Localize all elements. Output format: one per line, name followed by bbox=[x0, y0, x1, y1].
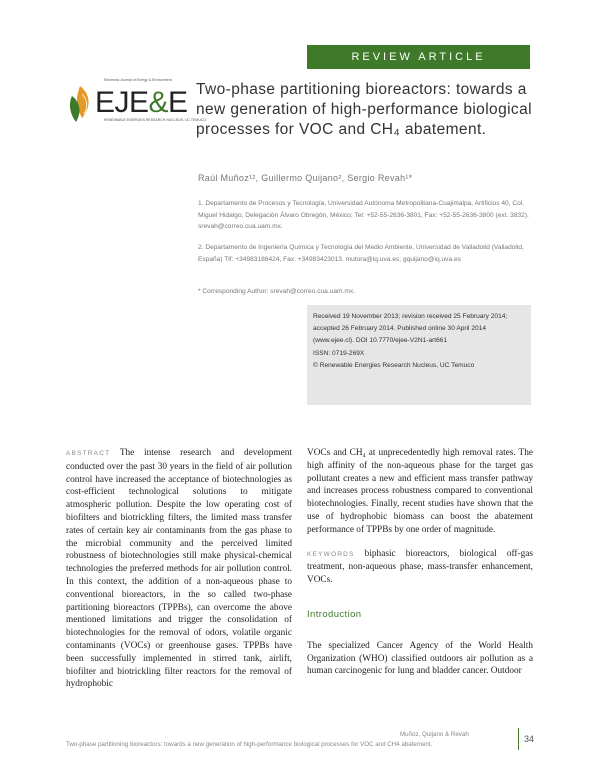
footer-authors: Muñoz, Quijano & Revah bbox=[400, 731, 469, 738]
introduction-text: The specialized Cancer Agency of the World Health Organization (WHO) classified outdoors air pollution as a human carcinogenic for lung and bladder cancer. Outdoor bbox=[307, 640, 533, 677]
introduction-heading: Introduction bbox=[307, 608, 362, 620]
abstract-paragraph bbox=[66, 447, 292, 691]
logo-text-end: E bbox=[168, 86, 188, 119]
abstract-continuation: VOCs and CH₄ at unprecedentedly high removal rates. The high affinity of the non-aqueous phase for the target gas pollutant creates a new and efficient mass transfer pathway and increases process robustness compared to conventional biotechnologies. Finally, recent studies have shown that the use of hydrophobic biomass can boost the abatement performance of TPPBs by one order of magnitude. bbox=[307, 448, 533, 535]
right-column bbox=[307, 447, 533, 689]
received-dates: Received 19 November 2013; revision received 25 February 2014; accepted 26 February 2014. Published online 30 April 2014 (www.ejee.cl). DOI 10.7770/ejee-V2N1-art661 bbox=[313, 313, 508, 345]
author-list: Raúl Muñoz¹², Guillermo Quijano², Sergio Revah¹* bbox=[198, 173, 413, 183]
abstract-text: The intense research and development conducted over the past 30 years in the field of air pollution control have increased the acceptance of biotechnologies as cost-efficient technological solutions to mitigate atmospheric pollution. Despite the low operating cost of biofilters and biotrickling filters, the limited mass transfer rates of certain key air contaminants from the gas phase to the microbial community and the perceived limited robustness of biotechnologies still make physical-chemical technologies the preferred methods for air pollution control. In this context, the addition of a non-aqueous phase to conventional bioreactors, in the so called two-phase partitioning bioreactors (TPPBs), can overcome the above mentioned limitations and trigger the consolidation of biotechnologies for the removal of odors, volatile organic contaminants (VOCs) or greenhouse gases. TPPBs have been successfully implemented in stirred tank, airlift, biofilter and biotrickling filter reactors for the removal of hydrophobic bbox=[66, 448, 292, 690]
logo-text-amp: & bbox=[148, 86, 169, 119]
affiliation-2: 2. Departamento de Ingeniería Química y Tecnología del Medio Ambiente, Universidad de Valladolid (Valladolid, España) Tlf: +34983186424, Fax: +34983423013. mutora@iq.uva.es; gquijano@iq.uva.es bbox=[198, 244, 524, 263]
logo-text-main: EJE bbox=[95, 86, 149, 119]
keywords-text: biphasic bioreactors, biological off-gas treatment, non-aqueous phase, mass-transfer enhancement, VOCs. bbox=[307, 548, 534, 586]
logo-tagline: Electronic Journal of Energy & Environment bbox=[104, 78, 172, 82]
logo-subtitle: RENEWABLE ENERGIES RESEARCH NUCLEUS, UC TEMUCO bbox=[104, 118, 207, 122]
article-type-banner: REVIEW ARTICLE bbox=[307, 45, 530, 69]
footer-running-title: Two-phase partitioning bioreactors: towards a new generation of high-performance biological processes for VOC and CH4 abatement. bbox=[66, 741, 433, 748]
corresponding-author: * Corresponding Author: srevah@correo.cua.uam.mx. bbox=[198, 288, 355, 295]
logo-wordmark bbox=[95, 86, 188, 120]
issn: ISSN: 0719-269X bbox=[313, 349, 365, 357]
article-info-box bbox=[307, 305, 531, 405]
left-column bbox=[66, 447, 292, 702]
page-number: 34 bbox=[518, 728, 534, 750]
affiliation-1: 1. Departamento de Procesos y Tecnología, Universidad Autónoma Metropolitana-Cuajimalpa, Artificios 40, Col. Miguel Hidalgo, Delegación Álvaro Obregón, México; Tel: +52-55-2636-3801, Fax: +52-55-2636-3800 (ext. 3832). srevah@correo.cua.uam.mx. bbox=[198, 200, 529, 230]
keywords-paragraph bbox=[307, 548, 533, 587]
abstract-label: ABSTRACT bbox=[66, 450, 111, 457]
copyright: © Renewable Energies Research Nucleus, UC Temuco bbox=[313, 361, 475, 369]
keywords-label: KEYWORDS bbox=[307, 550, 355, 558]
article-title: Two-phase partitioning bioreactors: towards a new generation of high-performance biological processes for VOC and CH₄ abatement. bbox=[196, 81, 532, 138]
leaf-logo-icon bbox=[66, 84, 94, 124]
